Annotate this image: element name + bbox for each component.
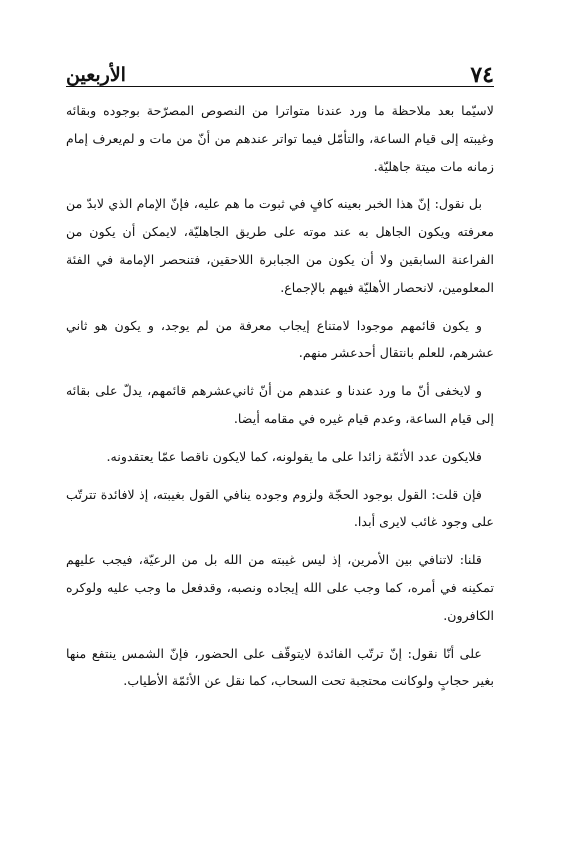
paragraph: فلايكون عدد الأئمّة زائدا على ما يقولونه، كما لايكون ناقصا عمّا يعتقدونه. bbox=[106, 448, 482, 464]
running-title: الأربعين bbox=[66, 64, 126, 86]
paragraph: لاسيّما بعد ملاحظة ما ورد عندنا متواترا من النصوص المصرّحة بوجوده وبقائه وغيبته إلى قيام الساعة، والتأمّل فيما تواتر عندهم من أنّ من مات و لم‌يعرف إمام زمانه مات ميتة جاهليّة. bbox=[66, 103, 494, 174]
header-rule bbox=[66, 86, 494, 87]
paragraph: فإن قلت: القول بوجود الحجّة ولزوم وجوده ينافي القول بغيبته، إذ لافائدة تترتّب على وجود غائب لايرى أبدا. bbox=[66, 486, 494, 530]
page-body bbox=[66, 97, 494, 705]
paragraph: و يكون قائمهم موجودا لامتناع إيجاب معرفة من لم يوجد، و يكون هو ثاني عشرهم، للعلم بانتقال أحدعشر منهم. bbox=[66, 317, 494, 361]
paragraph: قلنا: لاتنافي بين الأمرين، إذ ليس غيبته من الله بل من الرعيّة، فيجب عليهم تمكينه في أمره، كما وجب على الله إيجاده ونصبه، وقدفعل ما وجب عليه ولوكره الكافرون. bbox=[66, 552, 494, 623]
paragraph: و لايخفى أنّ ما ورد عندنا و عندهم من أنّ ثاني‌عشرهم قائمهم، يدلّ على بقائه إلى قيام الساعة، وعدم قيام غيره في مقامه أيضا. bbox=[66, 383, 494, 426]
page-header bbox=[66, 56, 494, 86]
page-number: ٧٤ bbox=[470, 62, 494, 88]
paragraph: على أنّا نقول: إنّ ترتّب الفائدة لايتوقّف على الحضور، فإنّ الشمس ينتفع منها بغير حجابٍ ولوكانت محتجبة تحت السحاب، كما نقل عن الأئمّة الأطياب. bbox=[66, 645, 494, 689]
paragraph: بل نقول: إنّ هذا الخبر بعينه كافٍ في ثبوت ما هم عليه، فإنّ الإمام الذي لابدّ من معرفته ويكون الجاهل به عند موته على طريق الجاهليّة، لايمكن أن يكون من الفراعنة السابقين ولا أن يكون من الجبابرة اللاحقين، فتنحصر الإمامة في الفئة المعلومين، لانحصار الأهليّة فيهم بالإجماع. bbox=[66, 196, 494, 295]
